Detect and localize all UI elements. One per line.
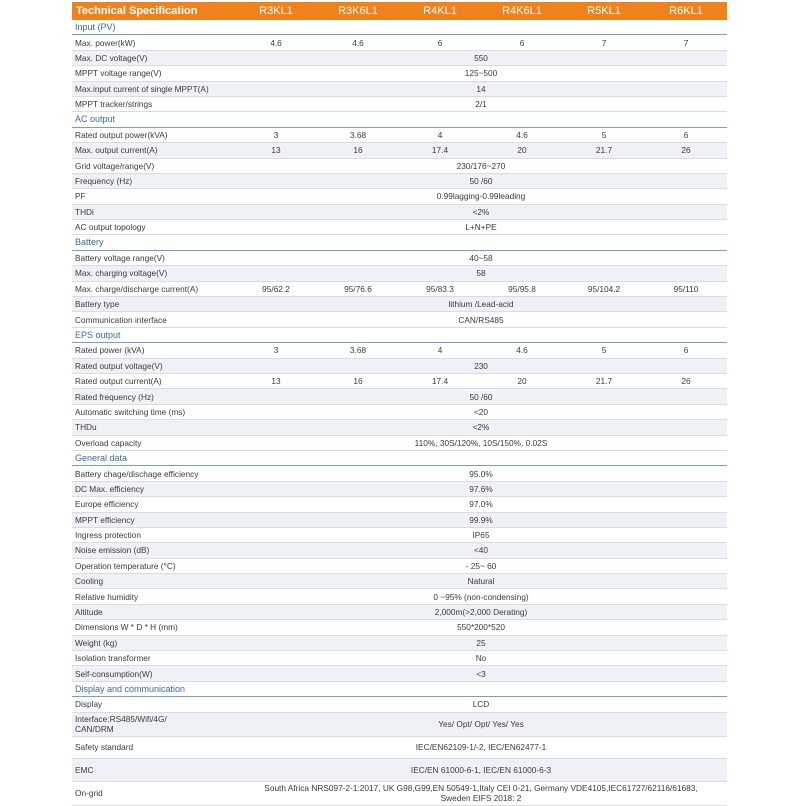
cell-value-span: 95.0% [469,468,493,479]
table-row [72,543,727,558]
table-row [72,620,727,635]
row-label: Battery voltage range(V) [75,253,165,264]
row-label: Operation temperature (°C) [75,560,176,571]
table-row [72,359,727,374]
row-label: Display [75,699,103,710]
row-label: Europe efficiency [75,499,139,510]
cell-value-span: South Africa NRS097-2-1:2017, UK G98,G99,EN 50549-1,Italy CEI 0-21, Germany VDE4105,IEC61727/62116/61683, Sweden EIFS 2018: 2 [264,783,698,804]
cell-value-span: 50 /60 [469,176,493,187]
table-row [72,605,727,620]
row-values [235,376,727,386]
section-title: Display and communication [72,682,727,697]
row-label: Max. power(kW) [75,37,136,48]
cell-value: 4.6 [270,37,282,48]
row-values [235,38,727,48]
row-label: Max. charge/discharge current(A) [75,283,199,294]
section-title: General data [72,451,727,466]
cell-value-span: 230 [474,360,488,371]
table-row [72,759,727,782]
row-label: PF [75,191,86,202]
cell-value: 3 [273,345,279,356]
cell-value: 16 [353,145,363,156]
row-label: Noise emission (dB) [75,545,150,556]
cell-value: 5 [601,129,607,140]
cell-value: 21.7 [595,145,613,156]
header-model: R3K6L1 [338,5,378,17]
row-label: Max. DC voltage(V) [75,52,148,63]
cell-value-span: 97.0% [469,499,493,510]
row-label: THDu [75,422,97,433]
row-label: Battery chage/dischage efficiency [75,468,199,479]
table-row [72,159,727,174]
row-label: EMC [75,764,94,775]
cell-value: 26 [681,376,691,387]
row-label: Automatic switching time (ms) [75,406,186,417]
section-title: AC output [72,112,727,127]
cell-value-span: 230/176~270 [456,160,506,171]
cell-value-span: 25 [476,637,486,648]
table-row [72,697,727,712]
cell-value-span: 110%, 30S/120%, 10S/150%, 0.02S [414,437,548,448]
table-row [72,51,727,66]
row-label: Safety standard [75,742,134,753]
table-row [72,189,727,204]
cell-value-span: 97.6% [469,483,493,494]
table-row [72,343,727,358]
cell-value-span: - 25~ 60 [465,560,497,571]
row-values [235,284,727,294]
row-label: MPPT voltage range(V) [75,68,162,79]
row-label: Grid voltage/range(V) [75,160,155,171]
row-label: Communication interface [75,314,167,325]
cell-value-span: 0 ~95% (non-condensing) [433,591,529,602]
cell-value: 6 [519,37,525,48]
row-label: On-grid [75,788,103,799]
table-row [72,205,727,220]
row-label: THDi [75,206,94,217]
cell-value: 20 [517,145,527,156]
cell-value-span: No [475,653,487,664]
cell-value-span: 2/1 [475,99,487,110]
cell-value: 95/62.2 [262,283,290,294]
table-row [72,66,727,81]
cell-value: 17.4 [431,376,449,387]
row-label: Self-consumption(W) [75,668,153,679]
cell-value: 6 [683,345,689,356]
cell-value-span: <2% [472,422,490,433]
cell-value: 16 [353,376,363,387]
row-label: MPPT tracker/strings [75,99,153,110]
table-row [72,436,727,451]
cell-value-span: 2,000m(>2,000 Derating) [434,607,528,618]
row-values [235,145,727,155]
table-row [72,737,727,760]
row-label: Isolation transformer [75,653,151,664]
cell-value: 21.7 [595,376,613,387]
row-label: Cooling [75,576,104,587]
section-title: Battery [72,235,727,250]
row-label: Frequency (Hz) [75,176,133,187]
header-model: R4KL1 [423,5,457,17]
header-model: R5KL1 [587,5,621,17]
table-row [72,713,727,737]
row-label: Relative humidity [75,591,139,602]
table-row [72,666,727,681]
cell-value: 4.6 [516,345,528,356]
row-label: Rated output current(A) [75,376,162,387]
row-label: Interface:RS485/Wifi/4G/ CAN/DRM [75,714,167,735]
cell-value: 26 [681,145,691,156]
table-row [72,297,727,312]
table-row [72,82,727,97]
table-row [72,528,727,543]
cell-value: 4.6 [516,129,528,140]
table-header [72,2,727,20]
table-row [72,266,727,281]
cell-value: 6 [683,129,689,140]
cell-value: 13 [271,145,281,156]
row-label: Max.input current of single MPPT(A) [75,83,209,94]
cell-value-span: CAN/RS485 [458,314,504,325]
row-values [235,345,727,355]
table-row [72,559,727,574]
header-model: R3KL1 [259,5,293,17]
cell-value-span: 550 [474,52,488,63]
row-label: Dimensions W * D * H (mm) [75,622,178,633]
cell-value-span: 14 [476,83,486,94]
cell-value: 95/83.3 [426,283,454,294]
header-model: R4K6L1 [502,5,542,17]
row-label: MPPT efficiency [75,514,135,525]
cell-value: 5 [601,345,607,356]
table-row [72,420,727,435]
section-title: EPS output [72,328,727,343]
table-row [72,35,727,50]
header-model: R6KL1 [669,5,703,17]
row-label: Weight (kg) [75,637,118,648]
cell-value-span: 125~500 [464,68,498,79]
table-row [72,282,727,297]
header-title: Technical Specification [76,5,198,17]
cell-value-span: <20 [473,406,489,417]
cell-value: 20 [517,376,527,387]
cell-value-span: 0.99lagging-0.99leading [436,191,526,202]
cell-value: 6 [437,37,443,48]
row-label: Rated output power(kVA) [75,129,168,140]
row-label: Max. output current(A) [75,145,158,156]
cell-value: 3.68 [349,129,367,140]
table-row [72,174,727,189]
cell-value-span: 50 /60 [469,391,493,402]
cell-value-span: IEC/EN62109-1/-2, IEC/EN62477-1 [415,742,547,753]
row-label: Max. charging voltage(V) [75,268,168,279]
cell-value-span: LCD [472,699,490,710]
table-row [72,312,727,327]
spec-table [72,2,727,806]
table-row [72,782,727,806]
row-label: Rated frequency (Hz) [75,391,154,402]
table-row [72,482,727,497]
table-row [72,574,727,589]
cell-value: 95/110 [673,283,699,294]
cell-value: 4.6 [352,37,364,48]
cell-value-span: IP65 [472,530,490,541]
cell-value-span: <40 [473,545,489,556]
table-row [72,651,727,666]
cell-value-span: lithium /Lead-acid [448,299,514,310]
cell-value-span: Yes/ Opt/ Opt/ Yes/ Yes [438,719,524,730]
section-title: Input (PV) [72,20,727,35]
cell-value-span: 99.9% [469,514,493,525]
cell-value-span: IEC/EN 61000-6-1, IEC/EN 61000-6-3 [410,764,552,775]
table-row [72,389,727,404]
table-row [72,128,727,143]
cell-value: 95/76.6 [344,283,372,294]
cell-value: 3.68 [349,345,367,356]
cell-value-span: 58 [476,268,486,279]
row-label: DC Max. efficiency [75,483,145,494]
table-row [72,405,727,420]
cell-value: 7 [683,37,689,48]
table-row [72,589,727,604]
row-label: Overload capacity [75,437,142,448]
cell-value: 95/95.8 [508,283,536,294]
table-row [72,497,727,512]
table-row [72,636,727,651]
cell-value-span: <3 [476,668,486,679]
row-label: AC output topology [75,222,146,233]
cell-value-span: L+N+PE [465,222,497,233]
table-row [72,374,727,389]
table-row [72,97,727,112]
cell-value: 4 [437,345,443,356]
cell-value: 13 [271,376,281,387]
table-row [72,143,727,158]
row-label: Rated power (kVA) [75,345,145,356]
cell-value-span: 550*200*520 [457,622,505,633]
table-row [72,466,727,481]
table-row [72,513,727,528]
cell-value-span: <2% [472,206,490,217]
cell-value: 4 [437,129,443,140]
row-label: Ingress protection [75,530,141,541]
cell-value: 95/104.2 [587,283,621,294]
cell-value: 17.4 [431,145,449,156]
row-values [235,130,727,140]
cell-value-span: Natural [467,576,495,587]
row-label: Rated output voltage(V) [75,360,163,371]
table-row [72,220,727,235]
row-label: Altitude [75,607,103,618]
table-row [72,251,727,266]
cell-value: 7 [601,37,607,48]
cell-value: 3 [273,129,279,140]
row-label: Battery type [75,299,120,310]
cell-value-span: 40~58 [469,253,493,264]
